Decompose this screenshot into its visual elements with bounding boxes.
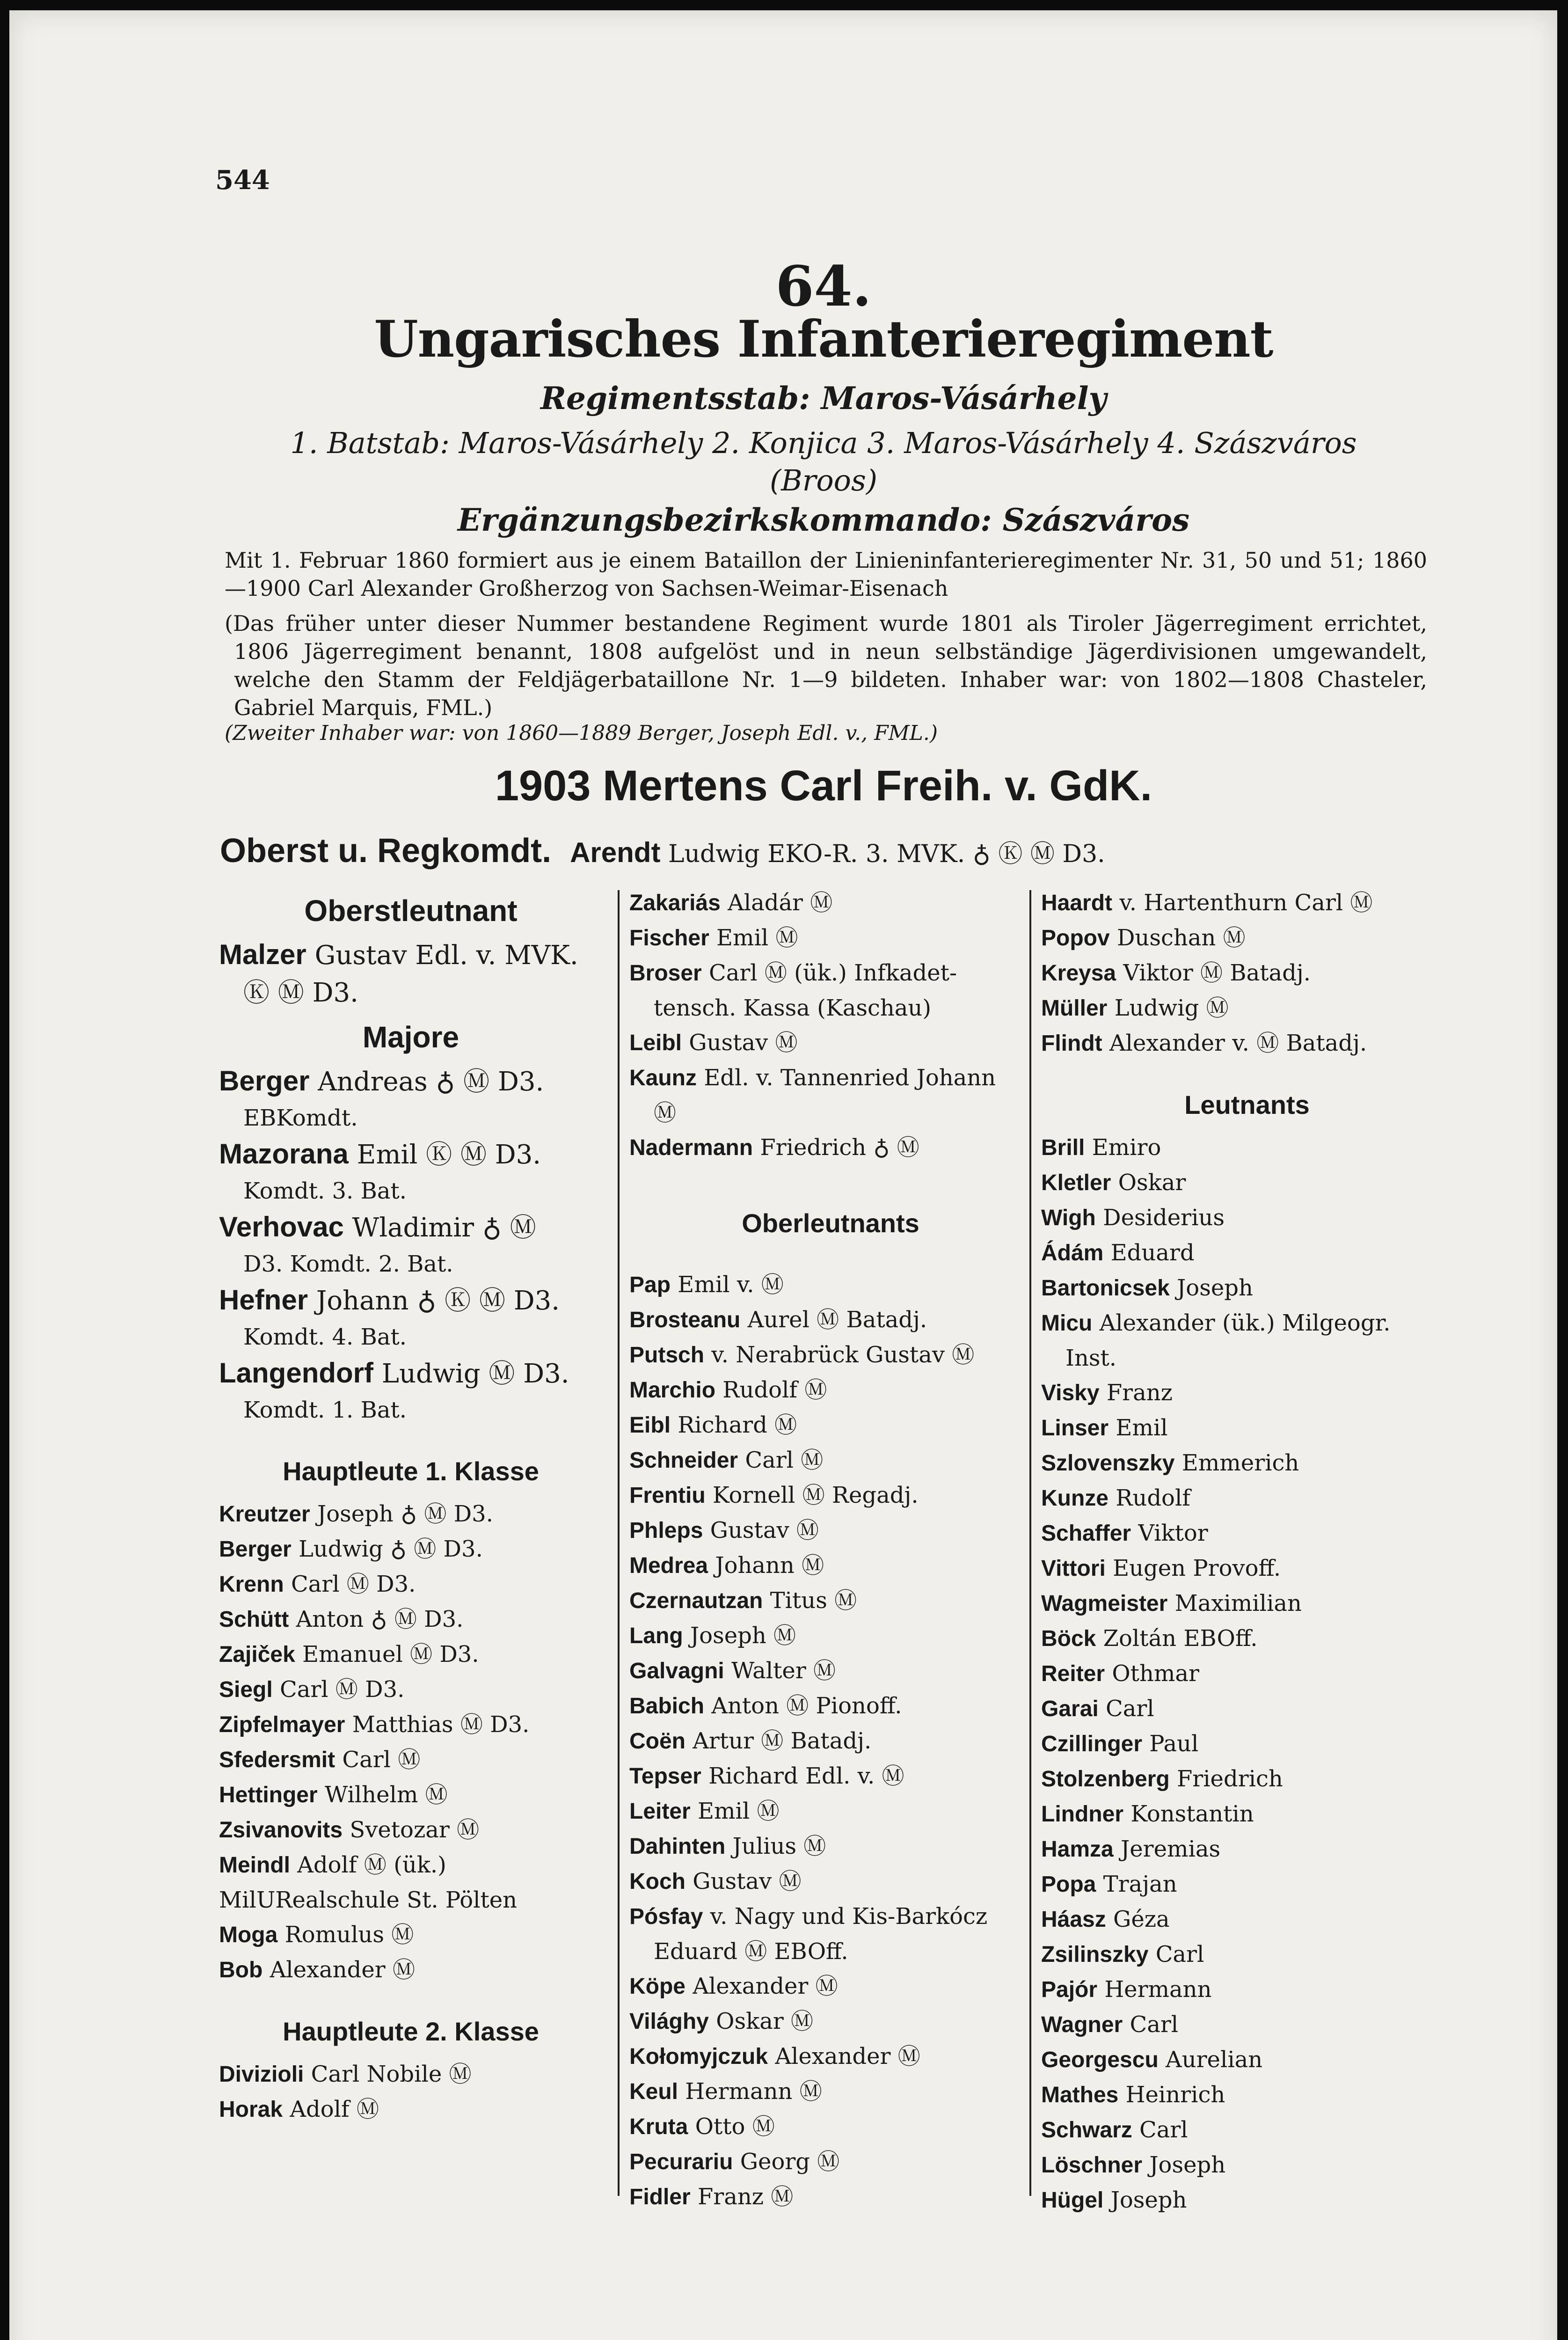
history-paragraph-2: (Das früher unter dieser Nummer bestandene Regiment wurde 1801 als Tiroler Jägerregiment errichtet, 1806 Jägerregiment benannt, 1808 aufgelöst und in neun selbständige Jägerdivisionen umgewandelt, welche den Stamm der Feldjägerbataillone Nr. 1—9 bildeten. Inhaber war: von 1802—1808 Chasteler, Gabriel Marquis, FML.) — [225, 611, 1427, 720]
list-item: Schaffer Viktor — [1041, 1520, 1208, 1546]
list-item: Zsivanovits Svetozar Ⓜ — [219, 1817, 480, 1843]
list-item: Pajór Hermann — [1041, 1976, 1212, 2003]
list-item: Bartonicsek Joseph — [1041, 1275, 1253, 1301]
list-item: Haardt v. Hartenthurn Carl Ⓜ — [1041, 890, 1373, 916]
list-item: Zajiček Emanuel Ⓜ D3. — [219, 1641, 479, 1667]
list-item: Hettinger Wilhelm Ⓜ — [219, 1782, 448, 1808]
header-hauptleute-1: Hauptleute 1. Klasse — [283, 1456, 539, 1486]
list-item: Mathes Heinrich — [1041, 2082, 1225, 2108]
list-item: Világhy Oskar Ⓜ — [629, 2008, 814, 2034]
list-item-cont: Ⓚ Ⓜ D3. — [243, 978, 358, 1008]
header-majore: Majore — [362, 1020, 459, 1054]
list-item: Hamza Jeremias — [1041, 1836, 1221, 1862]
column-2 — [629, 885, 1032, 2215]
list-item: Kletler Oskar — [1041, 1170, 1186, 1196]
ergaenzungsbezirk: Ergänzungsbezirkskommando: Szászváros — [457, 502, 1190, 538]
list-item: Stolzenberg Friedrich — [1041, 1766, 1283, 1792]
list-item: Czernautzan Titus Ⓜ — [629, 1587, 857, 1614]
list-item: Popa Trajan — [1041, 1871, 1177, 1897]
list-item: Böck Zoltán EBOff. — [1041, 1625, 1258, 1652]
list-item: Pósfay v. Nagy und Kis-Barkócz — [629, 1903, 988, 1930]
column-1 — [219, 885, 603, 2127]
list-item: Löschner Joseph — [1041, 2152, 1226, 2178]
header-hauptleute-2: Hauptleute 2. Klasse — [283, 2017, 539, 2046]
history-paragraph-1: Mit 1. Februar 1860 formiert aus je einem Bataillon der Linieninfanterieregimenter Nr. 31, 50 und 51; 1860—1900 Carl Alexander Großherzog von Sachsen-Weimar-Eisenach — [225, 548, 1427, 601]
list-item: Berger Ludwig ♁ Ⓜ D3. — [219, 1536, 483, 1562]
list-item-cont: tensch. Kassa (Kaschau) — [654, 995, 932, 1021]
list-item: Reiter Othmar — [1041, 1660, 1199, 1687]
column-3 — [1041, 885, 1453, 2218]
list-item-cont: Komdt. 1. Bat. — [243, 1397, 407, 1423]
list-item-cont: Eduard Ⓜ EBOff. — [654, 1938, 848, 1965]
list-item: Háasz Géza — [1041, 1906, 1170, 1932]
list-item: Frentiu Kornell Ⓜ Regadj. — [629, 1482, 919, 1508]
list-item: Garai Carl — [1041, 1696, 1154, 1722]
list-item: Czillinger Paul — [1041, 1731, 1199, 1757]
list-item: Krenn Carl Ⓜ D3. — [219, 1571, 416, 1597]
header-oberleutnants: Oberleutnants — [742, 1208, 919, 1238]
list-item: Mazorana Emil Ⓚ Ⓜ D3. — [219, 1138, 541, 1170]
list-item: Marchio Rudolf Ⓜ — [629, 1377, 827, 1403]
list-item-cont: Ⓜ — [654, 1100, 677, 1126]
regiment-name: Ungarisches Infanterieregiment — [374, 310, 1273, 369]
list-item: Putsch v. Nerabrück Gustav Ⓜ — [629, 1342, 975, 1368]
list-item: Ádám Eduard — [1041, 1240, 1195, 1266]
list-item: Berger Andreas ♁ Ⓜ D3. — [219, 1065, 544, 1097]
list-item: Müller Ludwig Ⓜ — [1041, 995, 1229, 1021]
list-item: Brosteanu Aurel Ⓜ Batadj. — [629, 1307, 927, 1333]
regiment-number: 64. — [775, 254, 872, 319]
list-item: Hügel Joseph — [1041, 2187, 1187, 2213]
list-item: Nadermann Friedrich ♁ Ⓜ — [629, 1134, 919, 1161]
history-paragraph-3: (Zweiter Inhaber war: von 1860—1889 Berger, Joseph Edl. v., FML.) — [225, 721, 938, 745]
list-item: Wagmeister Maximilian — [1041, 1590, 1302, 1616]
list-item: Flindt Alexander v. Ⓜ Batadj. — [1041, 1030, 1367, 1056]
list-item: Eibl Richard Ⓜ — [629, 1412, 797, 1438]
list-item: Fidler Franz Ⓜ — [629, 2184, 794, 2210]
list-item: Meindl Adolf Ⓜ (ük.) MilURealschule St. Pölten — [219, 1852, 518, 1913]
batstab-cont: (Broos) — [769, 463, 878, 497]
list-item: Coën Artur Ⓜ Batadj. — [629, 1728, 872, 1754]
page-number: 544 — [215, 165, 270, 196]
list-item: Wagner Carl — [1041, 2011, 1179, 2038]
list-item: Wigh Desiderius — [1041, 1205, 1225, 1231]
list-item: Keul Hermann Ⓜ — [629, 2078, 822, 2105]
list-item: Micu Alexander (ük.) Milgeogr. — [1041, 1310, 1391, 1336]
list-item: Sfedersmit Carl Ⓜ — [219, 1747, 421, 1773]
list-item: Zsilinszky Carl — [1041, 1941, 1204, 1967]
list-item-cont: Komdt. 3. Bat. — [243, 1178, 407, 1204]
oberst-rank: Oberst u. Regkomdt. — [220, 832, 552, 870]
list-item: Moga Romulus Ⓜ — [219, 1922, 414, 1948]
list-item: Koch Gustav Ⓜ — [629, 1868, 802, 1894]
list-item: Szlovenszky Emmerich — [1041, 1450, 1299, 1476]
list-item: Phleps Gustav Ⓜ — [629, 1517, 819, 1543]
list-item: Pap Emil v. Ⓜ — [629, 1272, 784, 1298]
oberst-line — [220, 832, 1460, 870]
list-item: Zakariás Aladár Ⓜ — [629, 890, 833, 916]
list-item: Langendorf Ludwig Ⓜ D3. — [219, 1357, 569, 1389]
list-item: Broser Carl Ⓜ (ük.) Infkadet- — [629, 960, 957, 986]
list-item: Leibl Gustav Ⓜ — [629, 1030, 798, 1056]
list-item: Babich Anton Ⓜ Pionoff. — [629, 1693, 902, 1719]
list-item: Verhovac Wladimir ♁ Ⓜ — [219, 1211, 536, 1243]
oberst-surname: Arendt — [570, 837, 661, 868]
list-item: Kunze Rudolf — [1041, 1485, 1191, 1511]
batstab: 1. Batstab: Maros-Vásárhely 2. Konjica 3. Maros-Vásárhely 4. Szászváros — [290, 426, 1357, 460]
list-item: Dahinten Julius Ⓜ — [629, 1833, 826, 1859]
list-item: Schütt Anton ♁ Ⓜ D3. — [219, 1606, 464, 1632]
list-item: Medrea Johann Ⓜ — [629, 1552, 824, 1579]
list-item: Hefner Johann ♁ Ⓚ Ⓜ D3. — [219, 1284, 560, 1316]
list-item-cont: D3. Komdt. 2. Bat. — [243, 1251, 453, 1277]
list-item-cont: EBKomdt. — [243, 1105, 358, 1131]
list-item: Linser Emil — [1041, 1415, 1168, 1441]
list-item: Kołomyjczuk Alexander Ⓜ — [629, 2043, 920, 2069]
list-item: Horak Adolf Ⓜ — [219, 2096, 379, 2122]
list-item: Tepser Richard Edl. v. Ⓜ — [629, 1763, 904, 1789]
list-item: Lang Joseph Ⓜ — [629, 1623, 796, 1649]
list-item: Leiter Emil Ⓜ — [629, 1798, 780, 1824]
list-item: Kaunz Edl. v. Tannenried Johann — [629, 1065, 996, 1091]
list-item: Fischer Emil Ⓜ — [629, 925, 798, 951]
list-item: Köpe Alexander Ⓜ — [629, 1973, 838, 1999]
list-item: Divizioli Carl Nobile Ⓜ — [219, 2061, 472, 2087]
list-item: Popov Duschan Ⓜ — [1041, 925, 1246, 951]
list-item: Zipfelmayer Matthias Ⓜ D3. — [219, 1711, 530, 1738]
list-item: Lindner Konstantin — [1041, 1801, 1254, 1827]
list-item-cont: Komdt. 4. Bat. — [243, 1324, 407, 1350]
list-item: Kreutzer Joseph ♁ Ⓜ D3. — [219, 1501, 493, 1527]
inhaber-line: 1903 Mertens Carl Freih. v. GdK. — [495, 762, 1152, 810]
oberst-rest: Ludwig EKO-R. 3. MVK. ♁ Ⓚ Ⓜ D3. — [668, 840, 1105, 868]
list-item: Siegl Carl Ⓜ D3. — [219, 1676, 405, 1703]
list-item: Bob Alexander Ⓜ — [219, 1957, 415, 1983]
list-item: Galvagni Walter Ⓜ — [629, 1658, 836, 1684]
list-item: Visky Franz — [1041, 1380, 1173, 1406]
list-item: Schwarz Carl — [1041, 2117, 1188, 2143]
list-item: Pecurariu Georg Ⓜ — [629, 2149, 840, 2175]
header-oberstleutnant: Oberstleutnant — [304, 894, 518, 928]
list-item: Malzer Gustav Edl. v. MVK. — [219, 939, 578, 971]
list-item: Schneider Carl Ⓜ — [629, 1447, 824, 1473]
list-item: Georgescu Aurelian — [1041, 2047, 1263, 2073]
header-leutnants: Leutnants — [1184, 1090, 1310, 1119]
regimentsstab: Regimentsstab: Maros-Vásárhely — [540, 380, 1107, 417]
scanned-page — [9, 10, 1557, 2340]
column-divider-left — [618, 890, 620, 2196]
list-item: Kreysa Viktor Ⓜ Batadj. — [1041, 960, 1311, 986]
list-item-cont: Inst. — [1065, 1345, 1117, 1371]
list-item: Vittori Eugen Provoff. — [1041, 1555, 1281, 1581]
list-item: Brill Emiro — [1041, 1134, 1161, 1161]
list-item: Kruta Otto Ⓜ — [629, 2113, 775, 2140]
